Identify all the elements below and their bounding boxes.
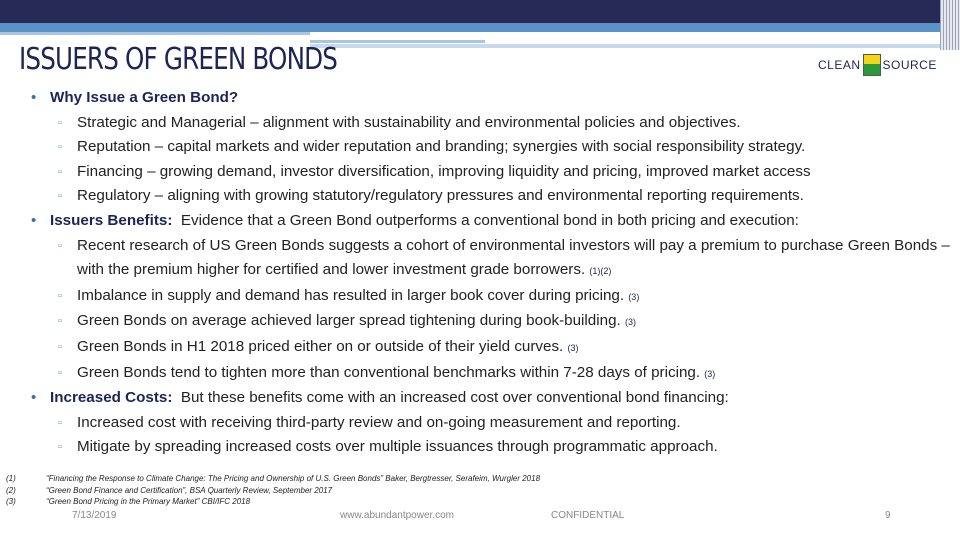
decorative-lines: [940, 0, 960, 50]
references: [6, 473, 540, 508]
bullet-text: Evidence that a Green Bond outperforms a conventional bond in both pricing and execution:: [180, 211, 799, 229]
bullet-icon: •: [31, 89, 37, 106]
bullet-icon: •: [31, 211, 37, 229]
reference-text: “Green Bond Pricing in the Primary Market” CBI/IFC 2018: [46, 497, 251, 506]
square-bullet-icon: ▫: [58, 141, 62, 154]
bullet-level2: [0, 335, 960, 361]
bullet-level1: [0, 86, 960, 111]
reference-number: (1): [6, 474, 16, 483]
bullet-level2: [0, 135, 960, 160]
square-bullet-icon: ▫: [58, 315, 62, 328]
bullet-heading: Increased Costs:: [50, 389, 173, 407]
bullet-text: Financing – growing demand, investor diversification, improving liquidity and pricing, improved market access: [77, 162, 811, 180]
bullet-heading: Why Issue a Green Bond?: [50, 89, 239, 106]
slide-body: [0, 86, 960, 460]
square-bullet-icon: ▫: [58, 340, 62, 353]
bullet-level2: [0, 284, 960, 310]
reference-number: (3): [6, 497, 16, 506]
header-stripe: [0, 32, 310, 35]
bullet-level2: [0, 435, 960, 460]
bullet-level1: [0, 209, 960, 234]
logo-text-left: CLEAN: [818, 58, 861, 72]
citation: (1)(2): [589, 266, 612, 277]
citation: (3): [628, 291, 640, 302]
reference-item: [6, 496, 540, 508]
citation: (3): [624, 317, 636, 328]
bullet-text: But these benefits come with an increased cost over conventional bond financing:: [180, 389, 729, 407]
logo-icon: [863, 54, 881, 76]
bullet-text: Increased cost with receiving third-party review and on-going measurement and reporting.: [77, 413, 681, 431]
reference-item: [6, 473, 540, 485]
bullet-text: Green Bonds tend to tighten more than conventional benchmarks within 7-28 days of pricing.: [77, 363, 701, 381]
square-bullet-icon: ▫: [58, 366, 62, 379]
logo-text-right: SOURCE: [882, 58, 937, 72]
bullet-icon: •: [31, 389, 37, 407]
square-bullet-icon: ▫: [58, 190, 62, 203]
square-bullet-icon: ▫: [58, 289, 62, 302]
footer-website: www.abundantpower.com: [340, 510, 454, 521]
bullet-text: Green Bonds in H1 2018 priced either on or outside of their yield curves.: [77, 337, 564, 355]
bullet-text: Regulatory – aligning with growing statutory/regulatory pressures and environmental reporting requirements.: [77, 187, 804, 205]
bullet-level2: [0, 111, 960, 136]
bullet-heading: Issuers Benefits:: [50, 211, 173, 229]
clean-source-logo: [818, 54, 937, 76]
reference-text: “Green Bond Finance and Certification”, BSA Quarterly Review, September 2017: [46, 485, 333, 495]
citation: (3): [567, 342, 579, 353]
header-stripe: [0, 23, 960, 32]
square-bullet-icon: ▫: [58, 165, 62, 178]
bullet-level2: [0, 160, 960, 185]
footer-page-number: 9: [885, 510, 891, 521]
reference-text: “Financing the Response to Climate Change: The Pricing and Ownership of U.S. Green Bonds” Baker, Bergtresser, Serafeim, Wurgler 2018: [46, 474, 541, 483]
square-bullet-icon: ▫: [58, 239, 62, 252]
reference-number: (2): [6, 485, 16, 495]
square-bullet-icon: ▫: [58, 116, 62, 129]
bullet-text: Reputation – capital markets and wider reputation and branding; synergies with social responsibility strategy.: [77, 138, 806, 156]
footer-date: 7/13/2019: [72, 510, 117, 521]
bullet-level2: [0, 411, 960, 436]
bullet-text: Imbalance in supply and demand has resulted in larger book cover during pricing.: [77, 286, 625, 304]
bullet-level1: [0, 386, 960, 411]
bullet-level2: [0, 361, 960, 387]
bullet-text: Green Bonds on average achieved larger spread tightening during book-building.: [77, 312, 621, 330]
header-bar: [0, 0, 960, 23]
bullet-level2: [0, 309, 960, 335]
reference-item: [6, 485, 540, 497]
bullet-text: Strategic and Managerial – alignment with sustainability and environmental policies and objectives.: [77, 113, 741, 131]
header-stripe: [310, 44, 960, 48]
square-bullet-icon: ▫: [58, 416, 62, 429]
square-bullet-icon: ▫: [58, 441, 62, 454]
bullet-level2: [0, 184, 960, 209]
bullet-level2: [0, 234, 960, 284]
footer-confidential: CONFIDENTIAL: [551, 510, 625, 521]
bullet-text: Recent research of US Green Bonds suggests a cohort of environmental investors will pay a premium to purchase Green Bonds – with the premium higher for certified and lower investment grade borrowers.: [77, 236, 950, 279]
bullet-text: Mitigate by spreading increased costs over multiple issuances through programmatic approach.: [77, 438, 718, 456]
citation: (3): [704, 368, 716, 379]
slide-title: ISSUERS OF GREEN BONDS: [19, 42, 338, 77]
